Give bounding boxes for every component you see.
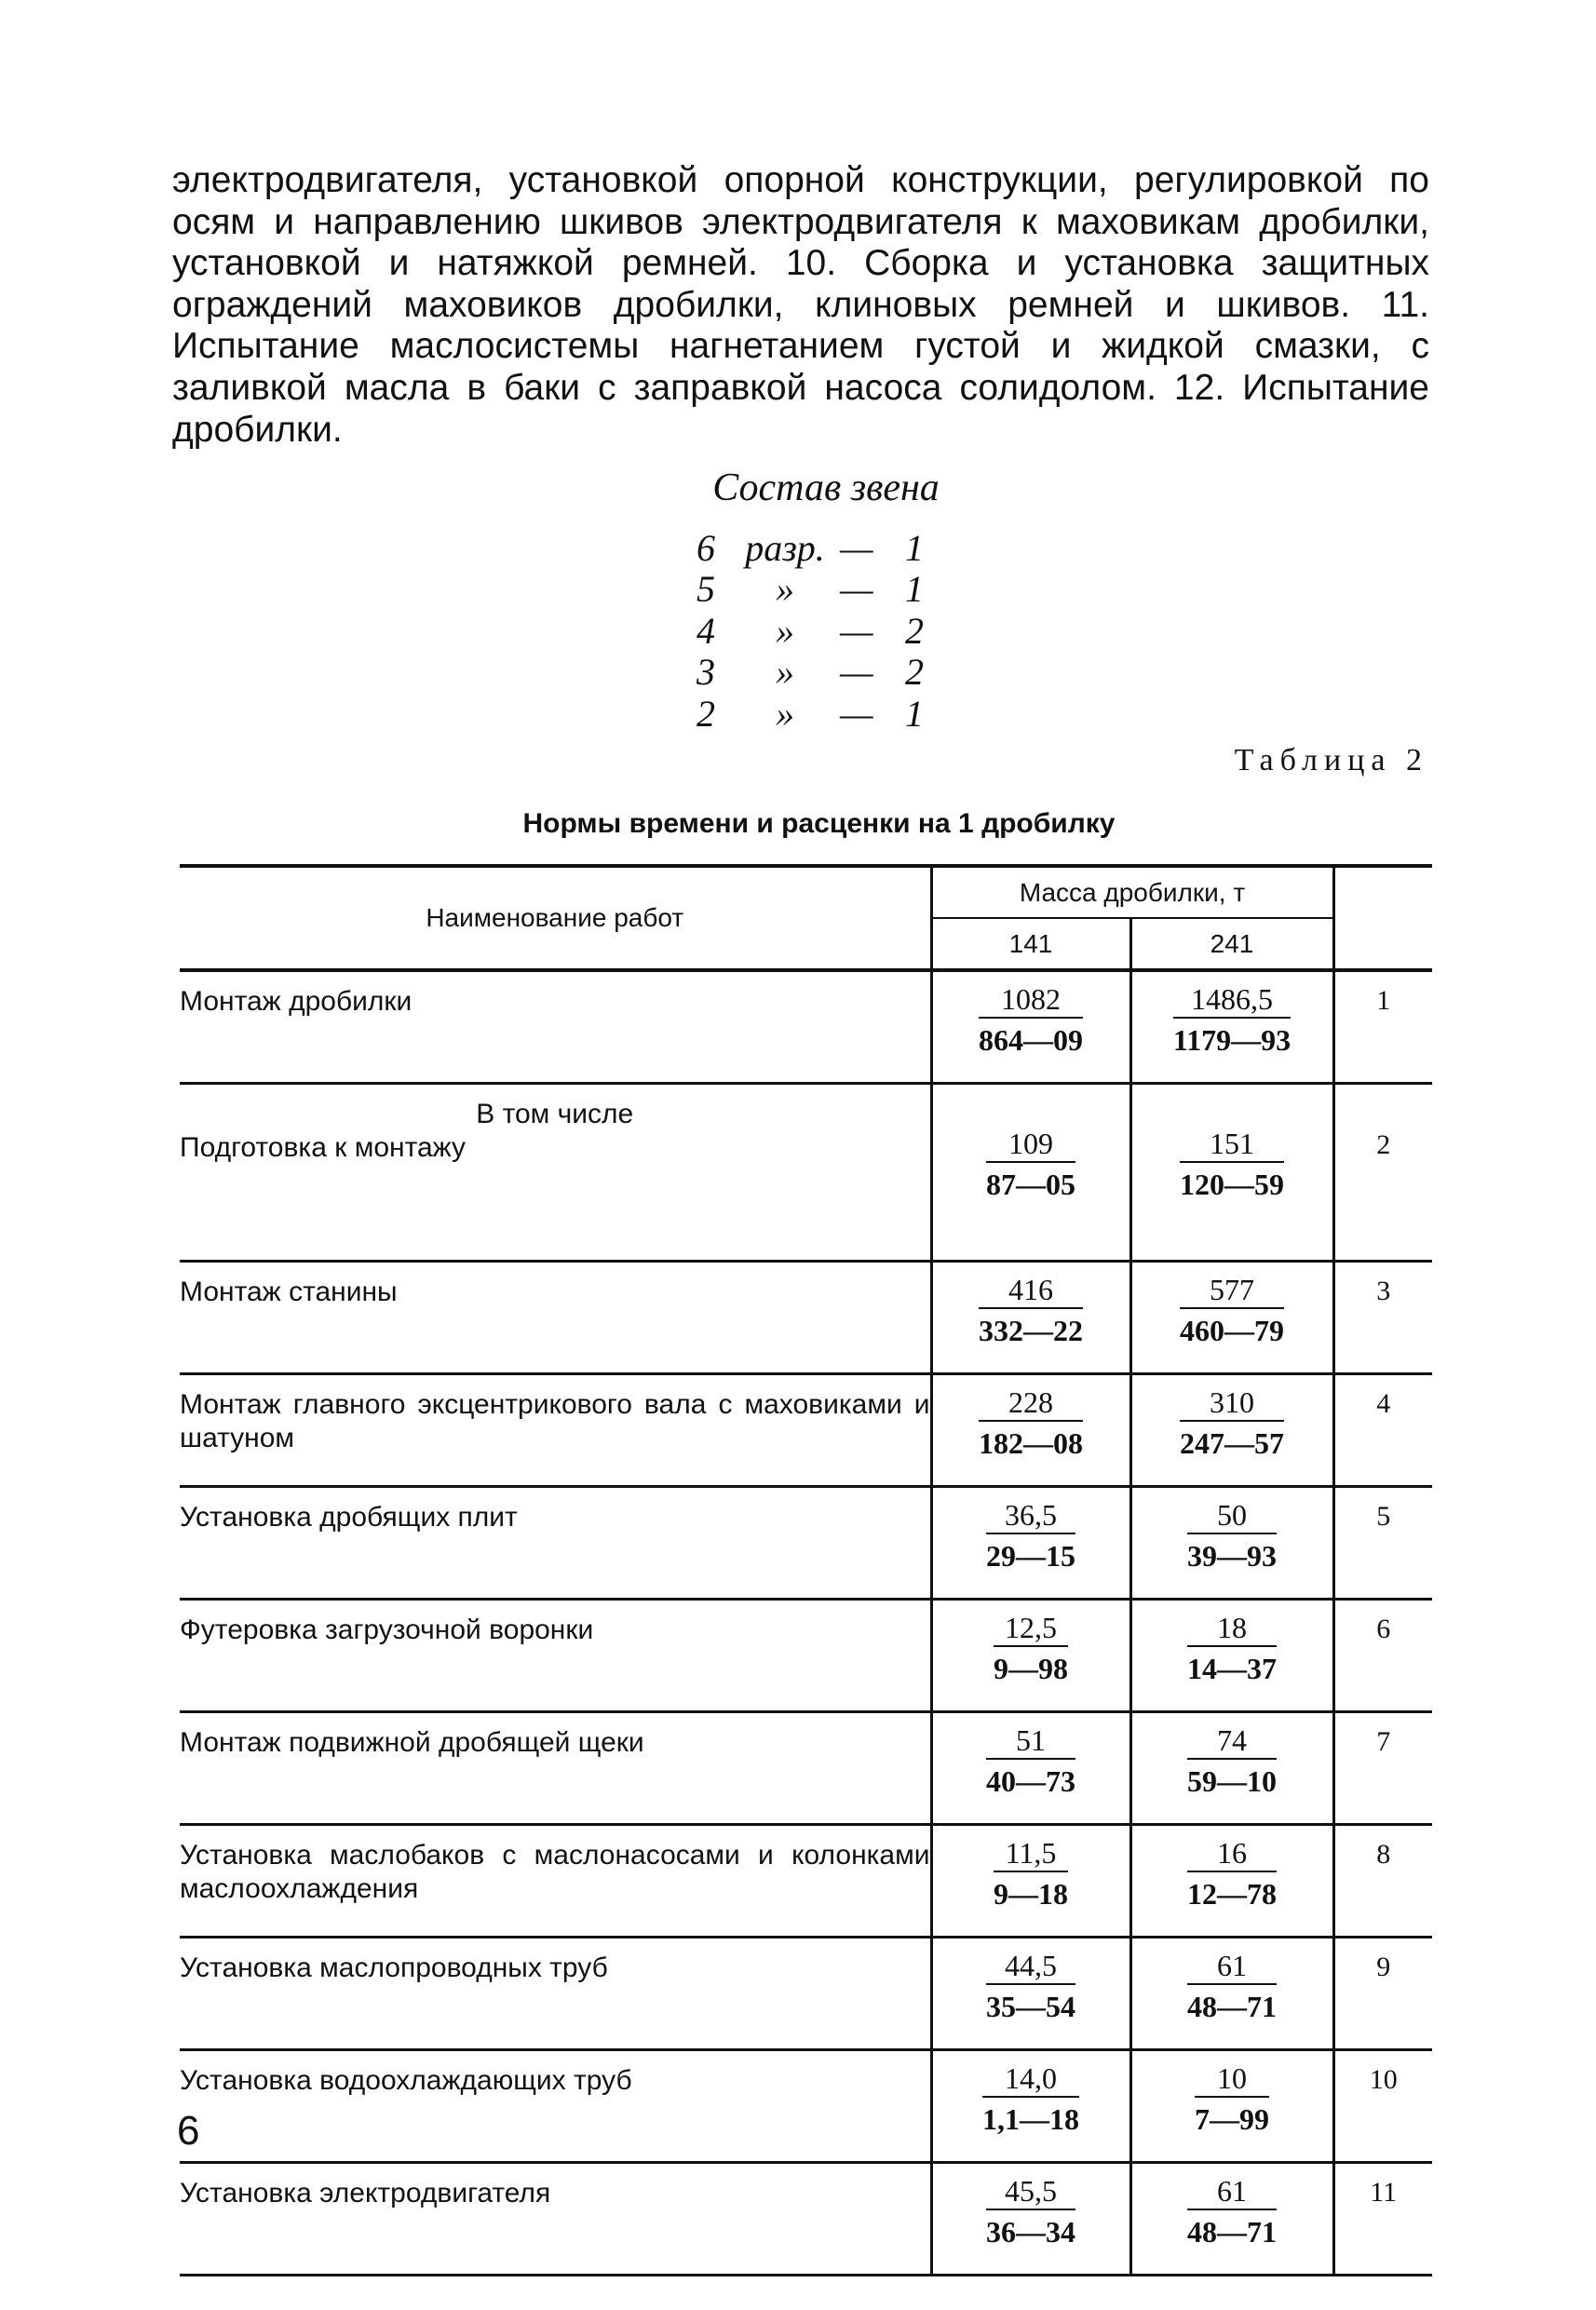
header-mass: Масса дробилки, т	[931, 866, 1333, 918]
norm-fraction	[1180, 1126, 1284, 1204]
crew-row	[697, 610, 924, 652]
work-name: Установка дробящих плит	[180, 1487, 931, 1600]
rate: 12—78	[1187, 1877, 1277, 1911]
crew-grade: 3	[697, 651, 715, 694]
rate: 48—71	[1187, 2215, 1277, 2249]
crew-count: 1	[905, 526, 924, 569]
work-name: Установка маслопроводных труб	[180, 1938, 931, 2050]
time-norm: 18	[1187, 1610, 1277, 1647]
subheading: В том числе	[476, 1099, 634, 1129]
table-row	[180, 1084, 1432, 1262]
row-index: 8	[1333, 1825, 1432, 1938]
norm-fraction	[982, 2060, 1079, 2139]
work-name: Подготовка к монтажу	[180, 1132, 467, 1163]
row-index: 3	[1333, 1262, 1432, 1374]
row-index: 2	[1333, 1084, 1432, 1262]
rate: 9—98	[994, 1652, 1068, 1685]
time-norm: 151	[1180, 1126, 1284, 1163]
time-norm: 14,0	[982, 2060, 1079, 2098]
time-norm: 11,5	[994, 1835, 1068, 1872]
value-241	[1130, 1262, 1333, 1374]
table-row	[180, 970, 1432, 1084]
crew-unit: разр.	[745, 526, 825, 569]
header-work-name: Наименование работ	[180, 866, 931, 970]
row-index: 1	[1333, 970, 1432, 1084]
norm-fraction	[1187, 1835, 1277, 1913]
rate: 35—54	[986, 1990, 1075, 2023]
crew-row	[697, 652, 924, 694]
table-row	[180, 1938, 1432, 2050]
rate: 48—71	[1187, 1990, 1277, 2023]
header-index	[1333, 866, 1432, 970]
work-name: Футеровка загрузочной воронки	[180, 1600, 931, 1712]
crew-grade: 2	[697, 692, 715, 735]
work-name: Установка водоохлаждающих труб	[180, 2050, 931, 2163]
crew-row	[697, 693, 924, 735]
norm-fraction	[1180, 1272, 1284, 1350]
crew-title: Состав звена	[712, 466, 940, 509]
crew-unit: »	[776, 651, 794, 694]
crew-grade: 4	[697, 609, 715, 652]
crew-count: 2	[905, 651, 924, 694]
rate: 40—73	[986, 1764, 1075, 1798]
rate: 7—99	[1195, 2102, 1269, 2136]
row-index: 11	[1333, 2163, 1432, 2276]
crew-dash: —	[840, 651, 873, 694]
table-row	[180, 1374, 1432, 1487]
table-row	[180, 1600, 1432, 1712]
norm-fraction	[1173, 981, 1291, 1060]
time-norm: 228	[979, 1385, 1083, 1422]
norm-fraction	[986, 1497, 1075, 1575]
time-norm: 50	[1187, 1497, 1277, 1534]
value-141	[931, 1487, 1130, 1600]
time-norm: 51	[986, 1722, 1075, 1760]
norm-fraction	[979, 1385, 1083, 1463]
value-141	[931, 970, 1130, 1084]
norms-table	[180, 864, 1432, 2276]
crew-row	[697, 569, 924, 611]
time-norm: 10	[1195, 2060, 1269, 2098]
page-number: 6	[177, 2108, 200, 2154]
crew-row	[697, 527, 924, 569]
time-norm: 44,5	[986, 1948, 1075, 1985]
norm-fraction	[986, 1722, 1075, 1801]
rate: 87—05	[986, 1168, 1075, 1201]
crew-list	[697, 527, 924, 735]
time-norm: 577	[1180, 1272, 1284, 1309]
work-name-cell	[180, 1084, 931, 1262]
row-index: 9	[1333, 1938, 1432, 2050]
rate: 36—34	[986, 2215, 1075, 2249]
intro-text: электродвигателя, установкой опорной конструкции, регулировкой по осям и направлению шкивов электродвигателя к маховикам дробилки, установкой и натяжкой ремней. 10. Сборка и установка защитных ограждений маховиков дробилки, клиновых ремней и шкивов. 11. Испытание маслосистемы нагнетанием густой и жидкой смазки, с заливкой масла в баки с заправкой насоса солидолом. 12. Испытание дробилки.	[172, 160, 1429, 450]
crew-unit: »	[776, 609, 794, 652]
row-index: 10	[1333, 2050, 1432, 2163]
rate: 14—37	[1187, 1652, 1277, 1685]
norm-fraction	[979, 1272, 1083, 1350]
time-norm: 61	[1187, 1948, 1277, 1985]
value-241	[1130, 1487, 1333, 1600]
row-index: 4	[1333, 1374, 1432, 1487]
crew-dash: —	[840, 568, 873, 611]
work-name: Монтаж дробилки	[180, 970, 931, 1084]
crew-count: 2	[905, 609, 924, 652]
table-row	[180, 1825, 1432, 1938]
work-name: Установка электродвигателя	[180, 2163, 931, 2276]
norm-fraction	[986, 2173, 1075, 2251]
intro-paragraph	[172, 160, 1429, 451]
table-row	[180, 2050, 1432, 2163]
value-241	[1130, 970, 1333, 1084]
value-141	[931, 2050, 1130, 2163]
crew-dash: —	[840, 526, 873, 569]
table-title: Нормы времени и расценки на 1 дробилку	[522, 808, 1116, 839]
time-norm: 12,5	[994, 1610, 1068, 1647]
crew-unit: »	[776, 568, 794, 611]
table-label: Таблица 2	[1234, 743, 1428, 777]
norm-fraction	[986, 1948, 1075, 2026]
work-name: Монтаж станины	[180, 1262, 931, 1374]
value-141	[931, 1938, 1130, 2050]
value-241	[1130, 1374, 1333, 1487]
table-row	[180, 1712, 1432, 1825]
norm-fraction	[1187, 1610, 1277, 1688]
time-norm: 36,5	[986, 1497, 1075, 1534]
rate: 460—79	[1180, 1314, 1284, 1347]
work-name: Установка маслобаков с маслонасосами и колонками маслоохлаждения	[180, 1825, 931, 1938]
time-norm: 61	[1187, 2173, 1277, 2210]
norm-fraction	[1187, 1497, 1277, 1575]
time-norm: 74	[1187, 1722, 1277, 1760]
time-norm: 310	[1180, 1385, 1284, 1422]
time-norm: 45,5	[986, 2173, 1075, 2210]
work-name: Монтаж главного эксцентрикового вала с маховиками и шатуном	[180, 1374, 931, 1487]
crew-dash: —	[840, 692, 873, 735]
value-241	[1130, 1084, 1333, 1262]
value-241	[1130, 1825, 1333, 1938]
crew-count: 1	[905, 692, 924, 735]
rate: 59—10	[1187, 1764, 1277, 1798]
norm-fraction	[986, 1126, 1075, 1204]
value-241	[1130, 1600, 1333, 1712]
value-141	[931, 1262, 1130, 1374]
rate: 864—09	[979, 1023, 1083, 1057]
work-name: Монтаж подвижной дробящей щеки	[180, 1712, 931, 1825]
header-col-241: 241	[1130, 918, 1333, 970]
value-141	[931, 1712, 1130, 1825]
value-141	[931, 1084, 1130, 1262]
time-norm: 16	[1187, 1835, 1277, 1872]
value-141	[931, 1374, 1130, 1487]
value-241	[1130, 2050, 1333, 2163]
table-row	[180, 1262, 1432, 1374]
norm-fraction	[979, 981, 1083, 1060]
time-norm: 1082	[979, 981, 1083, 1019]
rate: 1179—93	[1172, 1023, 1292, 1057]
rate: 39—93	[1187, 1539, 1277, 1573]
crew-grade: 5	[697, 568, 715, 611]
norm-fraction	[1180, 1385, 1284, 1463]
crew-dash: —	[840, 609, 873, 652]
value-141	[931, 1825, 1130, 1938]
norm-fraction	[1187, 1722, 1277, 1801]
rate: 29—15	[986, 1539, 1075, 1573]
rate: 247—57	[1180, 1426, 1284, 1460]
value-241	[1130, 1938, 1333, 2050]
norm-fraction	[994, 1835, 1068, 1913]
crew-count: 1	[905, 568, 924, 611]
value-141	[931, 2163, 1130, 2276]
crew-unit: »	[776, 692, 794, 735]
time-norm: 416	[979, 1272, 1083, 1309]
rate: 9—18	[994, 1877, 1068, 1911]
row-index: 6	[1333, 1600, 1432, 1712]
rate: 120—59	[1180, 1168, 1284, 1201]
value-241	[1130, 1712, 1333, 1825]
rate: 182—08	[979, 1426, 1083, 1460]
rate: 1,1—18	[982, 2102, 1079, 2136]
time-norm: 109	[986, 1126, 1075, 1163]
value-241	[1130, 2163, 1333, 2276]
table-row	[180, 1487, 1432, 1600]
value-141	[931, 1600, 1130, 1712]
time-norm: 1486,5	[1173, 981, 1291, 1019]
norm-fraction	[994, 1610, 1068, 1688]
rate: 332—22	[979, 1314, 1083, 1347]
norm-fraction	[1195, 2060, 1269, 2139]
header-col-141: 141	[931, 918, 1130, 970]
row-index: 5	[1333, 1487, 1432, 1600]
crew-grade: 6	[697, 526, 715, 569]
norm-fraction	[1187, 1948, 1277, 2026]
row-index: 7	[1333, 1712, 1432, 1825]
norm-fraction	[1187, 2173, 1277, 2251]
table-row	[180, 2163, 1432, 2276]
